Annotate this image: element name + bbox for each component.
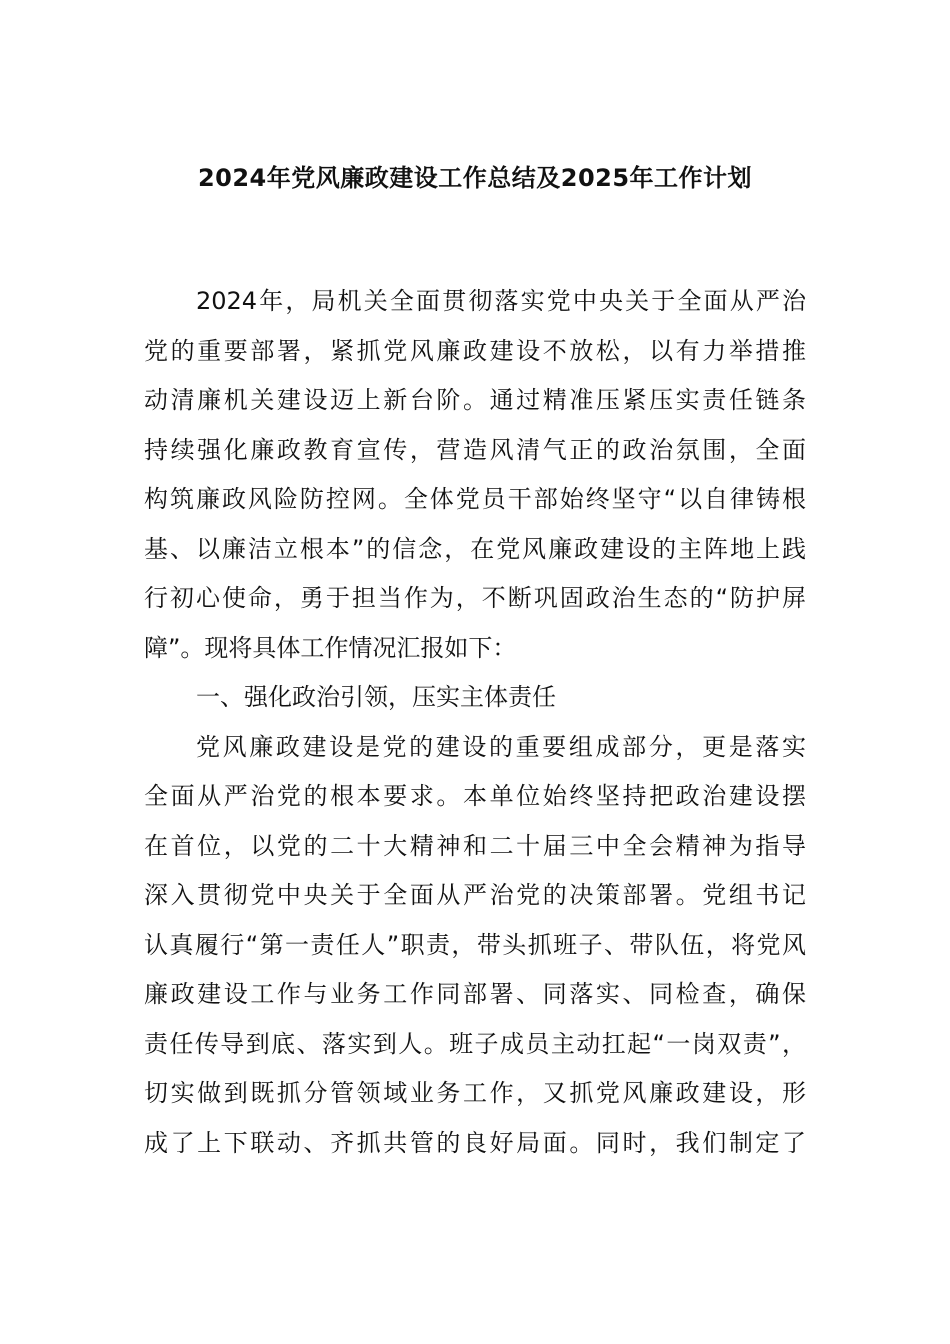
body-line: 全面从严治党的根本要求。本单位始终坚持把政治建设摆: [144, 782, 806, 810]
body-line: 构筑廉政风险防控网。全体党员干部始终坚守“以自律铸根: [144, 485, 806, 513]
body-line: 行初心使命，勇于担当作为，不断巩固政治生态的“防护屏: [144, 584, 806, 612]
body-line: 党风廉政建设是党的建设的重要组成部分，更是落实: [196, 732, 806, 761]
body-line: 深入贯彻党中央关于全面从严治党的决策部署。党组书记: [144, 881, 806, 909]
document-title: 2024年党风廉政建设工作总结及2025年工作计划: [197, 164, 753, 192]
body-line: 成了上下联动、齐抓共管的良好局面。同时，我们制定了: [144, 1128, 806, 1157]
document-body: [144, 277, 806, 1168]
body-line: 2024年，局机关全面贯彻落实党中央关于全面从严治: [196, 287, 806, 315]
body-line: 责任传导到底、落实到人。班子成员主动扛起“一岗双责”，: [144, 1029, 806, 1058]
body-line: 廉政建设工作与业务工作同部署、同落实、同检查，确保: [144, 980, 806, 1008]
body-line: 动清廉机关建设迈上新台阶。通过精准压紧压实责任链条: [144, 386, 806, 414]
body-line: 在首位，以党的二十大精神和二十届三中全会精神为指导: [144, 831, 806, 860]
body-line: 持续强化廉政教育宣传，营造风清气正的政治氛围，全面: [144, 435, 806, 464]
body-line: 一、强化政治引领，压实主体责任: [196, 683, 556, 711]
body-line: 切实做到既抓分管领域业务工作，又抓党风廉政建设，形: [144, 1079, 806, 1107]
body-line: 障”。现将具体工作情况汇报如下：: [144, 633, 517, 662]
body-line: 党的重要部署，紧抓党风廉政建设不放松，以有力举措推: [144, 336, 806, 365]
body-line: 基、以廉洁立根本”的信念，在党风廉政建设的主阵地上践: [144, 534, 806, 563]
body-line: 认真履行“第一责任人”职责，带头抓班子、带队伍，将党风: [144, 930, 806, 959]
